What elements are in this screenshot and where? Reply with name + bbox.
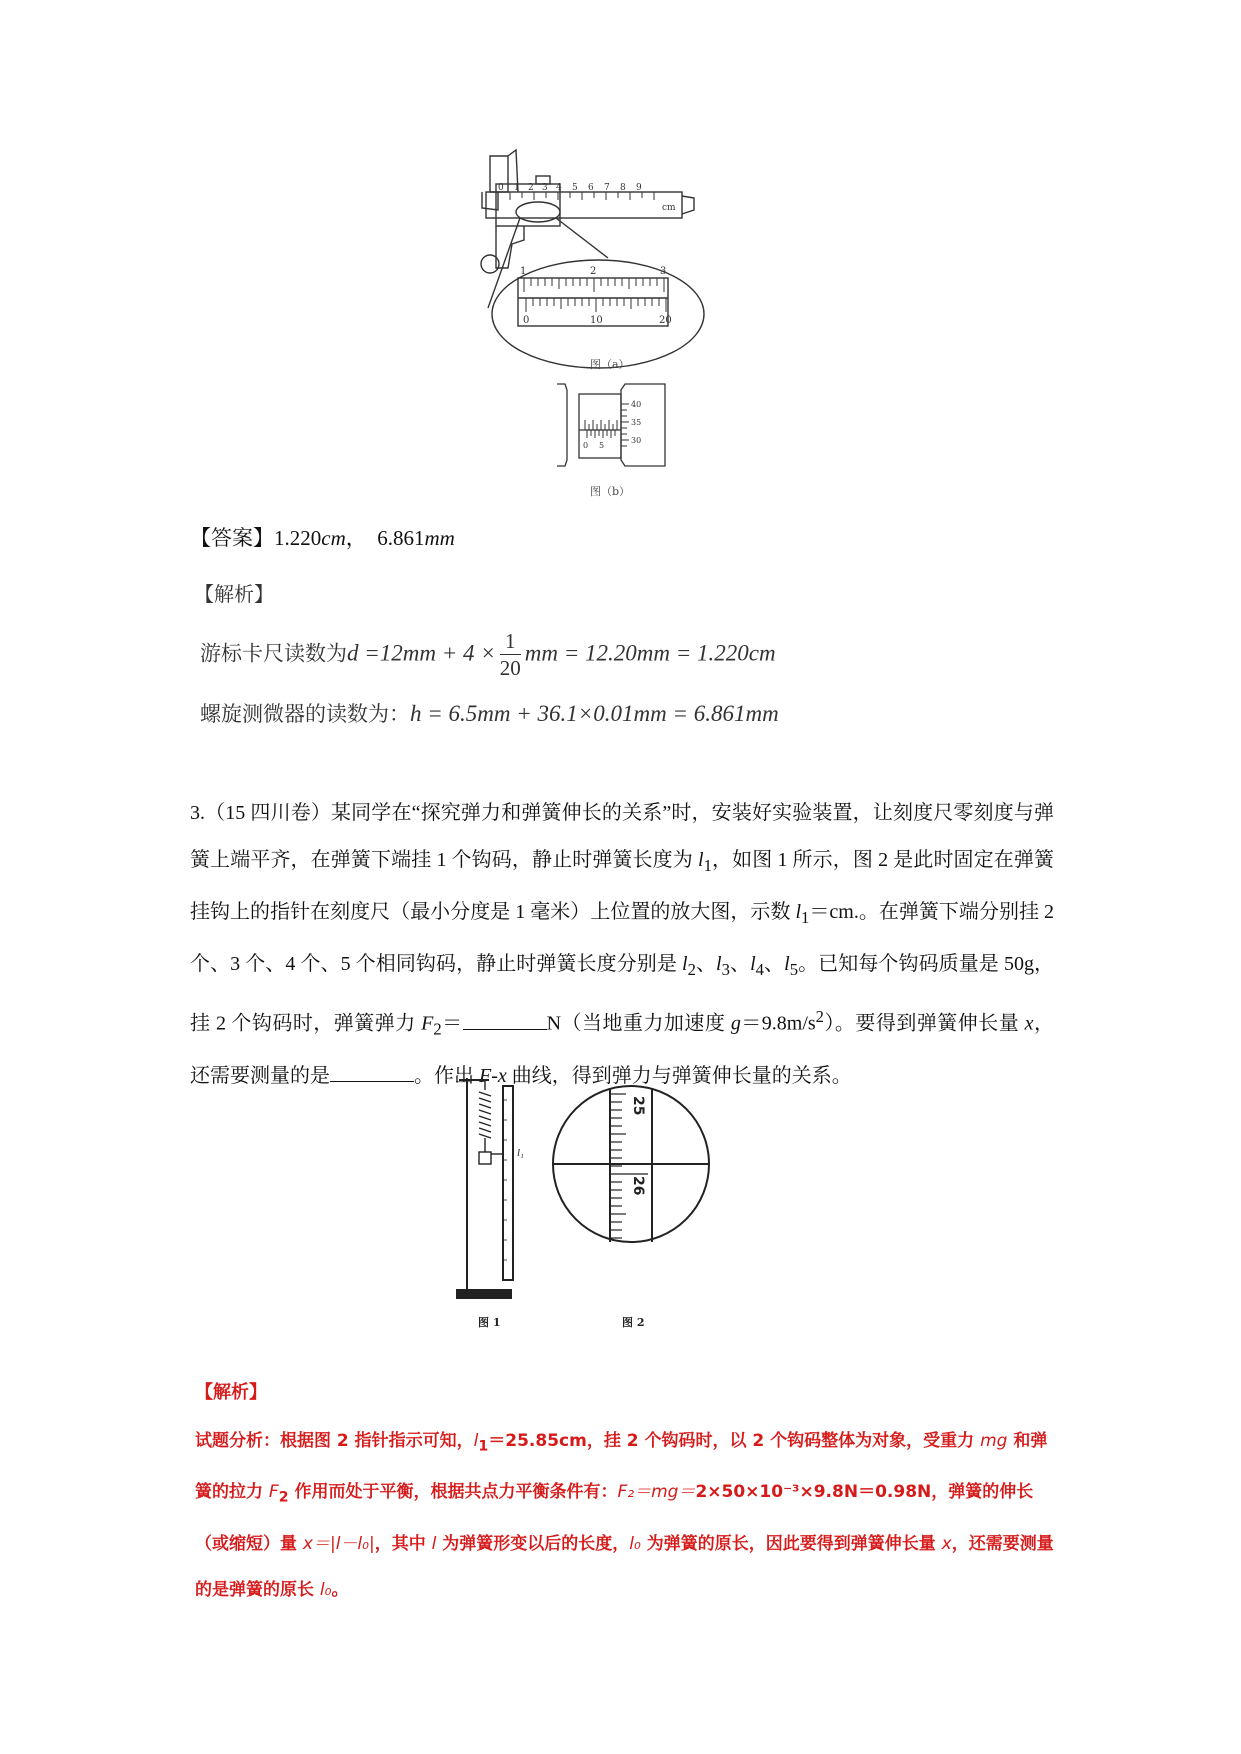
vernier-rhs: mm = 12.20mm = 1.220cm (524, 640, 776, 666)
var-F: F (268, 1482, 279, 1503)
subscript: 1 (801, 908, 810, 927)
solution-text: 2×50×10⁻³×9.8N＝0.98N，弹簧的伸长（或缩短）量 (195, 1482, 1034, 1554)
answer-separator: ， (345, 526, 367, 550)
question-text: 曲线，得到弹力与弹簧伸长量的关系。 (506, 1064, 852, 1087)
question-number: 3. (190, 802, 205, 824)
answer-blank-measure[interactable] (330, 1063, 414, 1082)
analysis-heading: 【解析】 (194, 582, 274, 606)
question-text: 某同学在“探究弹力和弹簧伸长的关系”时，安装好实验装置，让刻度尺零刻度与弹簧上端平齐，在弹簧下端挂 1 个钩码，静止时弹簧长度为 (190, 802, 1054, 871)
thimble-tick: 35 (631, 418, 642, 427)
analysis-line-vernier (200, 628, 776, 681)
question-text: cm.。在弹簧下端分别挂 2 个、3 个、4 个、5 个相同钩码，静止时弹簧长度分别是 (190, 901, 1055, 975)
l1-label: l₁ (517, 1147, 524, 1159)
main-tick-label: 4 (556, 183, 562, 193)
thimble-tick: 40 (631, 400, 642, 409)
question-text: N（当地重力加速度 (546, 1012, 731, 1035)
solution-text: 。 (331, 1579, 349, 1600)
zoom-vernier-tick: 20 (659, 315, 672, 326)
zoom-main-tick: 2 (590, 266, 597, 277)
scale-tick-26: 26 (630, 1176, 646, 1196)
var-F-x: F-x (479, 1064, 507, 1087)
main-tick-label: 5 (572, 183, 578, 193)
micrometer-prefix: 螺旋测微器的读数为： (200, 702, 410, 726)
solution-text: 为弹簧的原长，因此要得到弹簧伸长量 (640, 1533, 942, 1554)
answer-blank-force[interactable] (463, 1011, 547, 1030)
sleeve-tick: 5 (599, 441, 605, 450)
main-tick-label: 9 (636, 183, 642, 193)
answer-prefix: 【答案】 (190, 526, 274, 550)
vernier-lhs: d =12mm + 4 × (347, 640, 496, 666)
solution-text: ＝25.85cm，挂 2 个钩码时，以 2 个钩码整体为对象，受重力 (488, 1431, 981, 1451)
main-tick-label: 2 (528, 183, 534, 193)
fraction-numerator: 1 (500, 628, 521, 655)
main-tick-label: 6 (588, 183, 594, 193)
separator: 、 (763, 953, 785, 975)
subscript: 5 (789, 960, 799, 979)
subscript: 2 (687, 960, 696, 979)
sleeve-tick: 0 (583, 441, 589, 450)
vernier-prefix: 游标卡尺读数为 (200, 641, 347, 666)
question-text: ，如图 1 所示，图 2 是此时固定在弹簧挂钩上的指针在刻度尺（最小分度是 1 毫米）上位置的放大图，示数 (190, 849, 1055, 923)
vernier-fraction (500, 628, 521, 681)
answer-value-1: 1.220 (274, 526, 322, 550)
main-tick-label: 0 (498, 183, 504, 193)
question-text: ，还需要测量的是 (190, 1012, 1055, 1087)
solution-text: 和弹簧的拉力 (195, 1431, 1048, 1503)
subscript: 3 (721, 960, 730, 979)
zoom-main-tick: 3 (660, 266, 667, 277)
thimble-tick: 30 (631, 436, 642, 445)
var-l: l (431, 1533, 437, 1554)
superscript: 2 (815, 1007, 824, 1026)
question-text: 。作出 (414, 1064, 479, 1087)
question-source: （15 四川卷） (205, 802, 332, 824)
figure-a-vernier-caliper (478, 148, 778, 372)
equation: F₂＝mg＝ (617, 1482, 696, 1503)
var-l: l (682, 953, 688, 975)
var-l: l (698, 849, 704, 871)
var-g: g (730, 1012, 741, 1035)
var-l0: l₀ (629, 1533, 641, 1554)
solution-body (195, 1418, 1055, 1613)
scale-tick-25: 25 (630, 1096, 646, 1116)
main-tick-label: 3 (542, 183, 548, 193)
var-x: x (1024, 1012, 1034, 1035)
var-l0: l₀ (319, 1579, 332, 1600)
zoom-main-tick: 1 (520, 266, 527, 277)
solution-text: ，其中 (374, 1533, 432, 1554)
var-l: l (716, 953, 722, 975)
var-l: l (473, 1431, 479, 1451)
var-F: F (421, 1012, 434, 1035)
figure-1-spring-setup (455, 1070, 545, 1310)
answer-unit-2: mm (424, 526, 455, 550)
solution-text: 为弹簧形变以后的长度， (436, 1533, 630, 1554)
figure-2-magnified-scale (548, 1066, 714, 1310)
var-l: l (795, 901, 802, 923)
var-l: l (784, 953, 790, 975)
zoom-vernier-tick: 10 (590, 315, 603, 326)
figure-a-caption: 图（a） (590, 358, 630, 371)
subscript: 1 (478, 1438, 489, 1455)
question-text: 。已知每个钩码质量是 50g，挂 2 个钩码时，弹簧弹力 (190, 953, 1055, 1035)
solution-text: 试题分析：根据图 2 指针指示可知， (195, 1431, 474, 1451)
answer-value-2: 6.861 (377, 526, 425, 550)
figure-1-caption: 图 1 (478, 1316, 501, 1329)
answer-unit-1: cm (321, 526, 346, 550)
fraction-denominator: 20 (499, 656, 521, 680)
subscript: 1 (703, 856, 712, 875)
subscript: 4 (755, 960, 764, 979)
figure-2-caption: 图 2 (622, 1316, 645, 1329)
solution-text: 作用而处于平衡，根据共点力平衡条件有： (288, 1482, 618, 1503)
var-x: x (941, 1533, 952, 1554)
figure-b-micrometer (555, 380, 685, 480)
solution-heading: 【解析】 (195, 1382, 267, 1403)
micrometer-formula: h = 6.5mm + 36.1×0.01mm = 6.861mm (410, 701, 779, 726)
question-3 (190, 790, 1054, 1100)
zoom-vernier-tick: 0 (523, 315, 530, 326)
main-tick-label: 1 (514, 183, 520, 193)
main-tick-label: 8 (620, 183, 626, 193)
solution-text: ，还需要测量的是弹簧的原长 (195, 1533, 1054, 1600)
separator: 、 (729, 953, 751, 975)
var-mg: mg (980, 1431, 1008, 1451)
question-text: ＝ (809, 901, 830, 923)
figure-b-caption: 图（b） (590, 485, 631, 498)
var-l: l (750, 953, 756, 975)
equation: x＝|l－l₀| (302, 1533, 375, 1554)
subscript: 2 (278, 1489, 289, 1506)
main-tick-label: 7 (604, 183, 610, 193)
unit-label: cm (662, 203, 676, 213)
separator: 、 (695, 953, 717, 975)
analysis-line-micrometer (200, 698, 779, 728)
question-text: ＝ (441, 1012, 463, 1035)
question-text: ）。要得到弹簧伸长量 (823, 1012, 1025, 1035)
question-text: ＝9.8m/s (740, 1012, 816, 1035)
subscript: 2 (433, 1019, 442, 1039)
answer-line (190, 522, 455, 552)
